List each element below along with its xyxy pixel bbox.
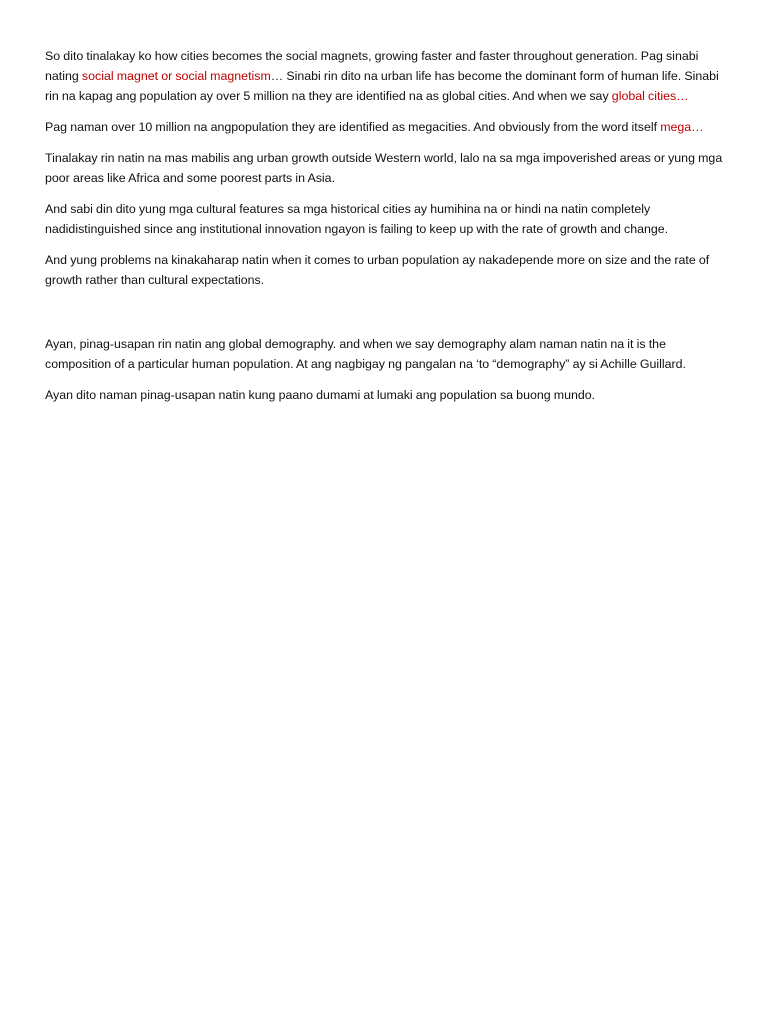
paragraph-text: So dito tinalakay ko how cities becomes the social magnets, growing faster and faster throughout generation. Pag sinabi nating xyxy=(45,49,699,83)
paragraph-text: Ayan, pinag-usapan rin natin ang global demography. and when we say demography alam naman natin na it is the composition of a particular human population. At ang nagbigay ng pangalan na ‘to “demography” ay si Achille Guillard. xyxy=(45,337,686,371)
paragraph-cultural-features xyxy=(45,199,725,239)
paragraph-text: Pag naman over 10 million na angpopulation they are identified as megacities. And obviously from the word itself xyxy=(45,120,661,134)
paragraph-text: And yung problems na kinakaharap natin when it comes to urban population ay nakadepende more on size and the rate of growth rather than cultural expectations. xyxy=(45,253,710,287)
paragraph-text: And sabi din dito yung mga cultural features sa mga historical cities ay humihina na or hindi na natin completely nadidistinguished since ang institutional innovation ngayon is failing to keep up with the rate of growth and change. xyxy=(45,202,669,236)
paragraph-urban-growth xyxy=(45,148,725,188)
paragraph-social-magnets xyxy=(45,46,725,106)
paragraph-urban-problems xyxy=(45,250,725,290)
paragraph-population-growth xyxy=(45,385,725,405)
document-body xyxy=(45,46,725,416)
paragraph-text: Ayan dito naman pinag-usapan natin kung paano dumami at lumaki ang population sa buong mundo. xyxy=(45,388,596,402)
highlighted-term-mega: mega… xyxy=(660,120,704,134)
paragraph-text: … Sinabi rin dito na urban life has become the dominant form of human life. Sinabi rin na kapag ang population ay over 5 million na they are identified na as global cities. And when we say xyxy=(45,69,719,103)
highlighted-term-global-cities: global cities… xyxy=(611,89,689,103)
paragraph-spacer xyxy=(45,301,725,334)
paragraph-global-demography xyxy=(45,334,725,374)
paragraph-megacities xyxy=(45,117,725,137)
highlighted-term-social-magnet: social magnet or social magnetism xyxy=(81,69,271,83)
paragraph-text: Tinalakay rin natin na mas mabilis ang urban growth outside Western world, lalo na sa mga impoverished areas or yung mga poor areas like Africa and some poorest parts in Asia. xyxy=(45,151,723,185)
